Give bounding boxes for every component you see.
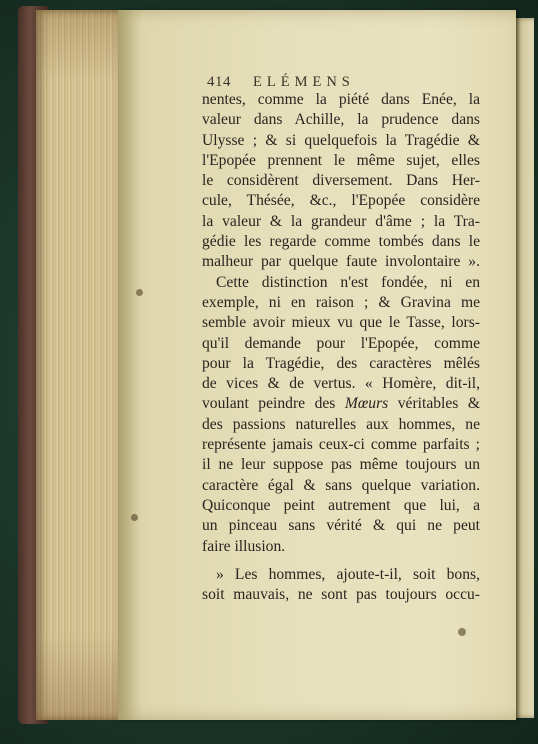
- text-line: soit mauvais, ne sont pas toujours occu-: [202, 586, 480, 604]
- text-line: gédie les regarde comme tombés dans le: [202, 233, 480, 251]
- body-text: [202, 90, 480, 605]
- running-head: [207, 74, 417, 91]
- text-line: exemple, ni en raison ; & Gravina me: [202, 293, 480, 311]
- page-number: 414: [207, 74, 231, 90]
- ink-spot: [131, 514, 138, 521]
- text-line: il ne leur suppose pas même toujours un: [202, 456, 480, 474]
- text-line: des passions naturelles aux hommes, ne: [202, 415, 480, 433]
- text-fragment: voulant peindre des: [202, 395, 345, 413]
- text-line: faire illusion.: [202, 537, 286, 555]
- italic-word: Mœurs: [344, 395, 389, 413]
- text-line: qu'il demande pour l'Epopée, comme: [202, 334, 480, 352]
- page-block-edges: [36, 10, 128, 720]
- text-line: » Les hommes, ajoute-t-il, soit bons,: [216, 565, 480, 583]
- text-line: Quiconque peint autrement que lui, a: [202, 496, 480, 514]
- text-line: semble avoir mieux vu que le Tasse, lors-: [202, 314, 480, 332]
- text-line: la valeur & la grandeur d'âme ; la Tra-: [202, 212, 480, 230]
- ink-spot: [458, 628, 466, 636]
- running-title: ELÉMENS: [253, 74, 355, 90]
- text-line: représente jamais ceux-ci comme parfaits ;: [202, 436, 480, 454]
- text-line: caractère égal & sans quelque variation.: [202, 476, 480, 494]
- text-line: un pinceau sans vérité & qui ne peut: [202, 517, 480, 535]
- text-line: Cette distinction n'est fondée, ni en: [216, 273, 480, 291]
- text-line: Ulysse ; & si quelquefois la Tragédie &: [202, 131, 480, 149]
- text-line: pour la Tragédie, des caractères mêlés: [202, 354, 480, 372]
- text-fragment: véritables &: [388, 395, 481, 413]
- text-line: l'Epopée prennent le même sujet, elles: [202, 151, 480, 169]
- text-line: le considèrent diversement. Dans Her-: [202, 172, 480, 190]
- text-line: [202, 394, 480, 414]
- text-line: valeur dans Achille, la prudence dans: [202, 111, 480, 129]
- text-line: malheur par quelque faute involontaire ».: [202, 253, 480, 271]
- text-line: cule, Thésée, &c., l'Epopée considère: [202, 192, 480, 210]
- text-line: de vices & de vertus. « Homère, dit-il,: [202, 375, 480, 393]
- ink-spot: [136, 289, 143, 296]
- text-line: nentes, comme la piété dans Enée, la: [202, 91, 480, 108]
